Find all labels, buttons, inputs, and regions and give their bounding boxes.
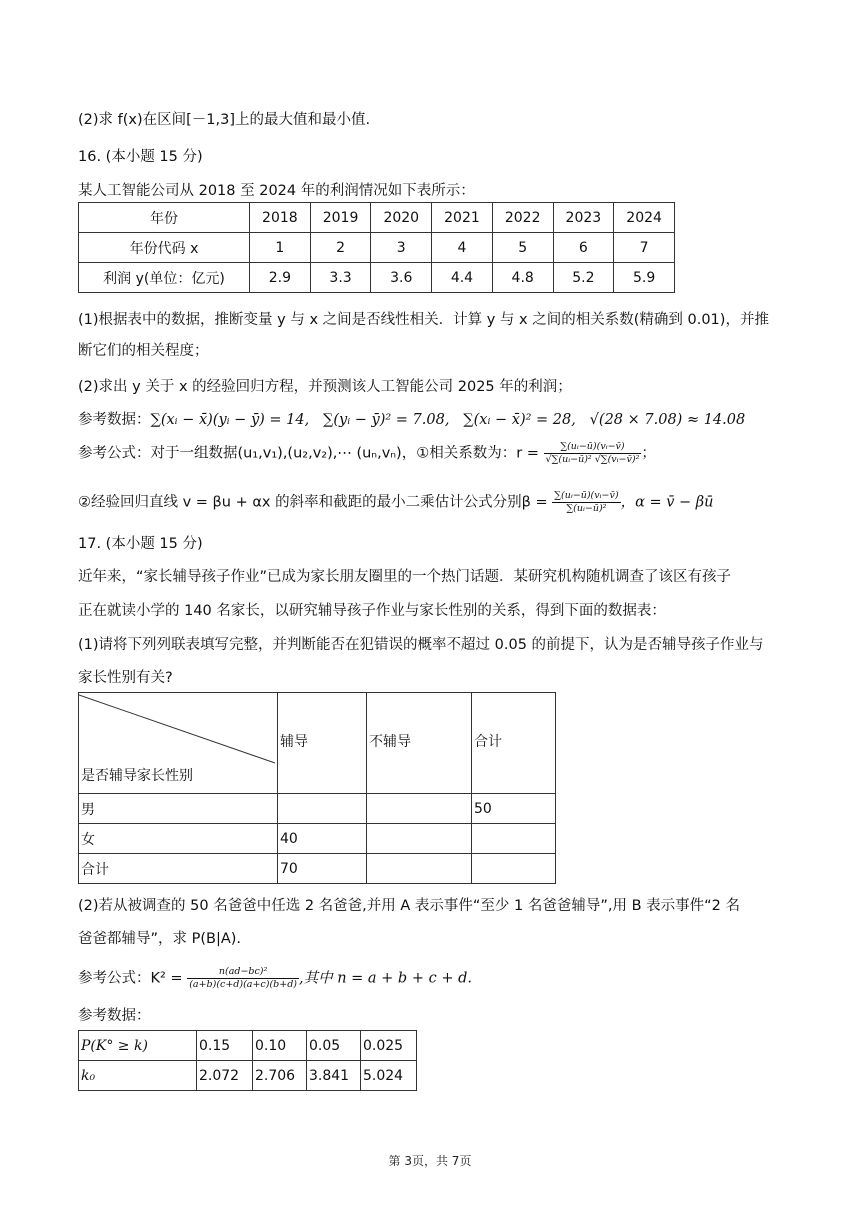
code-cell: 5 <box>492 233 553 263</box>
table-cell <box>367 854 472 884</box>
table-cell <box>367 824 472 854</box>
q16-ref-formula-1: 参考公式：对于一组数据(u₁,v₁),(u₂,v₂),⋯ (uₙ,vₙ)，①相关系数为：r = $\frac{\text{∑(uᵢ−ū)(vᵢ−v̄)}}{\text{√∑(uᵢ−ū)² √∑(vᵢ−v̄)²}}$ ； <box>78 441 656 465</box>
q16-intro: 某人工智能公司从 2018 至 2024 年的利润情况如下表所示： <box>78 183 475 199</box>
table-row <box>79 233 675 263</box>
q16-header: 16. (本小题 15 分) <box>78 149 203 165</box>
q16-ref-formula-2 <box>78 490 714 515</box>
table-row <box>79 824 556 854</box>
ref-formula-label: 参考公式：对于一组数据(u₁,v₁),(u₂,v₂),⋯ (uₙ,vₙ)，①相关系数为：r = <box>78 445 539 462</box>
table-cell: 40 <box>278 824 367 854</box>
q17-ref-data-label: 参考数据： <box>78 1008 151 1024</box>
profit-cell: 5.2 <box>553 263 614 293</box>
code-cell: 6 <box>553 233 614 263</box>
ref-data-sum-xy: ∑(xᵢ − x̄)(yᵢ − ȳ) = 14, <box>150 412 310 428</box>
code-cell: 1 <box>250 233 311 263</box>
code-cell: 3 <box>371 233 432 263</box>
q17-intro-b: 正在就读小学的 140 名家长，以研究辅导孩子作业与家长性别的关系，得到下面的数据表： <box>78 603 666 619</box>
profit-cell: 4.4 <box>432 263 493 293</box>
table-row <box>79 693 556 794</box>
q17-header: 17. (本小题 15 分) <box>78 536 203 552</box>
table-cell <box>278 794 367 824</box>
r-fraction <box>544 441 642 466</box>
k-denominator: (a+b)(c+d)(a+c)(b+d) <box>189 979 297 990</box>
table-cell: 2.072 <box>197 1061 253 1091</box>
q16-part1-a: (1)根据表中的数据，推断变量 y 与 x 之间是否线性相关．计算 y 与 x 之间的相关系数(精确到 0.01)，并推 <box>78 312 769 328</box>
row-label: 合计 <box>79 854 278 884</box>
year-cell: 2021 <box>432 203 493 233</box>
q16-ref-data <box>78 410 745 430</box>
year-cell: 2023 <box>553 203 614 233</box>
table-row <box>79 203 675 233</box>
header-cell: 辅导 <box>278 693 367 794</box>
ref-data-sum-yy: ∑(yᵢ − ȳ)² = 7.08, <box>323 412 450 428</box>
row-label: 女 <box>79 824 278 854</box>
beta-denominator: ∑(uᵢ−ū)² <box>566 503 607 514</box>
critical-value-table <box>78 1030 417 1091</box>
profit-cell: 4.8 <box>492 263 553 293</box>
table-cell: 0.05 <box>307 1031 361 1061</box>
q17-part2-b: 爸爸都辅导”，求 P(B|A). <box>78 931 242 947</box>
row-label: 年份代码 x <box>79 233 250 263</box>
r-numerator: ∑(uᵢ−ū)(vᵢ−v̄) <box>544 441 642 454</box>
q16-part1-b: 断它们的相关程度； <box>78 343 209 359</box>
code-cell: 7 <box>614 233 675 263</box>
table-cell: 50 <box>472 794 556 824</box>
q17-part2-a: (2)若从被调查的 50 名爸爸中任选 2 名爸爸,并用 A 表示事件“至少 1 名爸爸辅导”,用 B 表示事件“2 名 <box>78 898 740 914</box>
year-cell: 2020 <box>371 203 432 233</box>
profit-cell: 2.9 <box>250 263 311 293</box>
q17-intro-a: 近年来，“家长辅导孩子作业”已成为家长朋友圈里的一个热门话题．某研究机构随机调查了该区有孩子 <box>78 569 732 585</box>
profit-table <box>78 202 675 293</box>
table-row <box>79 1031 417 1061</box>
k-tail: ,其中 n = a + b + c + d. <box>299 970 472 987</box>
table-cell <box>367 794 472 824</box>
table-row <box>79 263 675 293</box>
table-row <box>79 1061 417 1091</box>
contingency-table <box>78 692 556 884</box>
row-label: 利润 y(单位：亿元) <box>79 263 250 293</box>
q17-part1-a: (1)请将下列列联表填写完整，并判断能否在犯错误的概率不超过 0.05 的前提下，认为是否辅导孩子作业与 <box>78 637 764 653</box>
q17-part1-b: 家长性别有关? <box>78 670 173 686</box>
code-cell: 4 <box>432 233 493 263</box>
ref-data-sqrt: √(28 × 7.08) ≈ 14.08 <box>589 412 746 428</box>
header-cell: 不辅导 <box>367 693 472 794</box>
beta-numerator: ∑(uᵢ−ū)(vᵢ−v̄) <box>554 490 619 501</box>
table-cell <box>472 854 556 884</box>
row-label: P(K° ≥ k) <box>79 1031 197 1061</box>
table-cell: 0.15 <box>197 1031 253 1061</box>
formula2-label: ②经验回归直线 v = βu + αx 的斜率和截距的最小二乘估计公式分别β = <box>78 494 548 511</box>
alpha-formula: ，α = v̄ − βū <box>620 494 714 511</box>
table-cell: 2.706 <box>253 1061 307 1091</box>
ref-data-label: 参考数据： <box>78 412 151 428</box>
ref-data-sum-xx: ∑(xᵢ − x̄)² = 28, <box>463 412 576 428</box>
year-cell: 2018 <box>250 203 311 233</box>
year-cell: 2022 <box>492 203 553 233</box>
table-cell: 0.10 <box>253 1031 307 1061</box>
row-label: k₀ <box>79 1061 197 1091</box>
table-cell: 5.024 <box>361 1061 417 1091</box>
k-numerator: n(ad−bc)² <box>187 966 299 979</box>
row-label: 男 <box>79 794 278 824</box>
table-row <box>79 854 556 884</box>
q16-part2: (2)求出 y 关于 x 的经验回归方程，并预测该人工智能公司 2025 年的利润； <box>78 379 572 395</box>
q17-ref-formula <box>78 966 472 991</box>
k-fraction <box>187 966 299 991</box>
table-cell: 0.025 <box>361 1031 417 1061</box>
table-cell <box>472 824 556 854</box>
k-formula-label: 参考公式：K² = <box>78 970 183 987</box>
profit-cell: 5.9 <box>614 263 675 293</box>
code-cell: 2 <box>310 233 371 263</box>
page-footer: 第 3页，共 7页 <box>388 1154 472 1168</box>
q15-part2: (2)求 f(x)在区间[－1,3]上的最大值和最小值. <box>78 112 371 128</box>
table-cell: 3.841 <box>307 1061 361 1091</box>
r-denominator: √∑(uᵢ−ū)² √∑(vᵢ−v̄)² <box>545 454 640 465</box>
corner-cell <box>79 693 278 794</box>
row-label: 年份 <box>79 203 250 233</box>
corner-label: 是否辅导家长性别 <box>81 768 193 784</box>
profit-cell: 3.3 <box>310 263 371 293</box>
year-cell: 2019 <box>310 203 371 233</box>
beta-fraction <box>552 490 620 515</box>
year-cell: 2024 <box>614 203 675 233</box>
table-row <box>79 794 556 824</box>
header-cell: 合计 <box>472 693 556 794</box>
table-cell: 70 <box>278 854 367 884</box>
profit-cell: 3.6 <box>371 263 432 293</box>
